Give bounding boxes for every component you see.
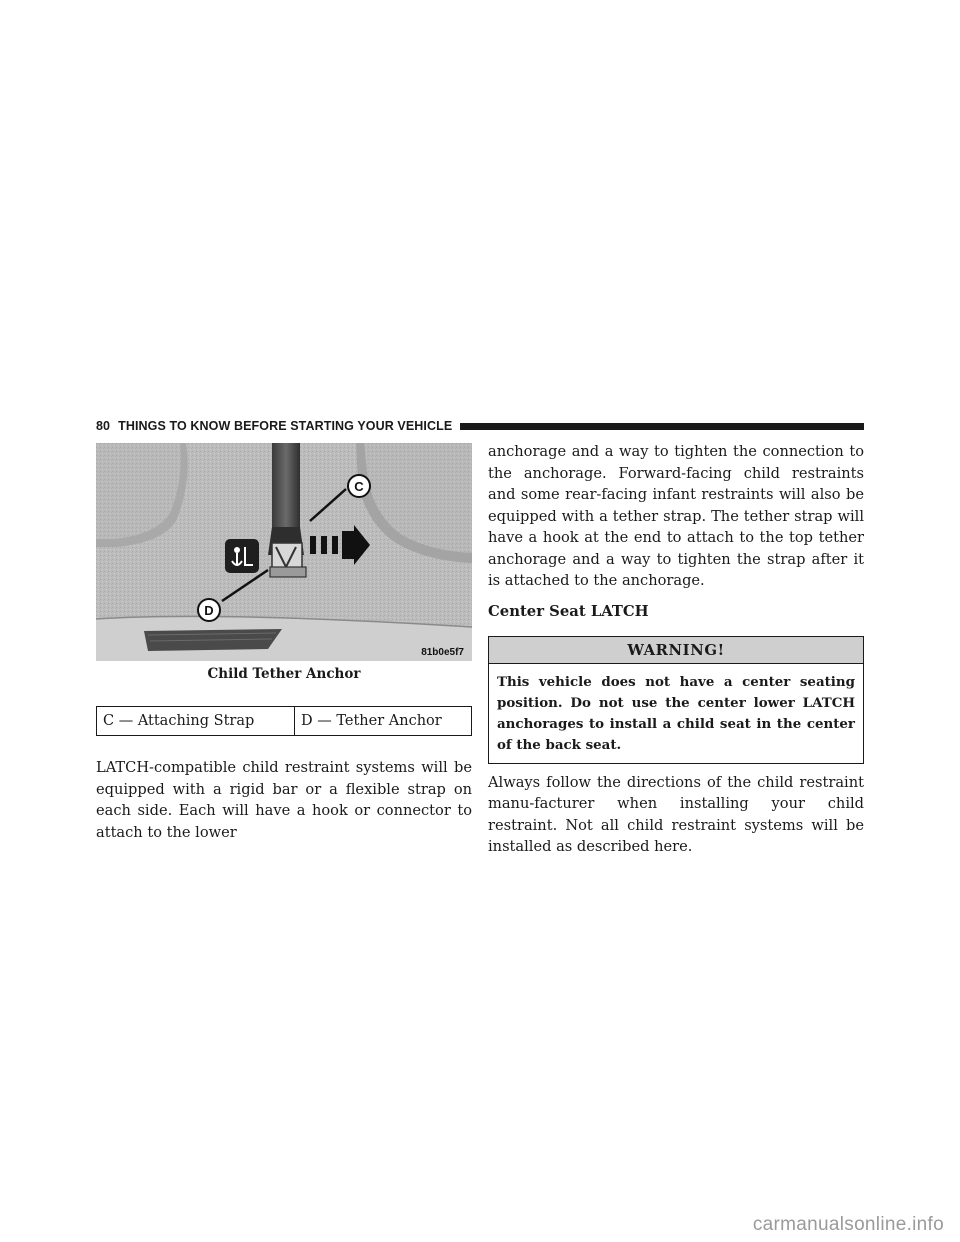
section-heading: Center Seat LATCH xyxy=(488,602,649,620)
image-code: 81b0e5f7 xyxy=(421,647,464,658)
left-column xyxy=(96,443,472,843)
figure-illustration xyxy=(96,443,472,661)
warning-text: This vehicle does not have a center seating position. Do not use the center lower LATCH anchorages to install a child seat in the center of the back seat. xyxy=(497,673,855,753)
chapter-title: THINGS TO KNOW BEFORE STARTING YOUR VEHICLE xyxy=(118,419,453,433)
right-column xyxy=(488,441,864,858)
watermark: carmanualsonline.info xyxy=(752,1214,944,1235)
latch-intro-paragraph: LATCH-compatible child restraint systems will be equipped with a rigid bar or a flexible strap on each side. Each will have a hook or connector to attach to the lower xyxy=(96,759,472,841)
latch-continued-paragraph: anchorage and a way to tighten the connection to the anchorage. Forward-facing child restraints and some rear-facing infant restraints will also be equipped with a tether strap. The tether strap will have a hook at the end to attach to the top tether anchorage and a way to tighten the strap after it is attached to the anchorage. xyxy=(488,443,864,589)
header-rule xyxy=(460,423,864,430)
warning-box xyxy=(488,636,864,764)
legend-cell-d: D — Tether Anchor xyxy=(295,707,472,736)
table-row xyxy=(97,707,472,736)
callout-legend-table xyxy=(96,706,472,736)
running-header xyxy=(96,417,864,435)
follow-directions-paragraph: Always follow the directions of the child restraint manu-facturer when installing your child restraint. Not all child restraint systems will be installed as described here. xyxy=(488,773,864,855)
legend-cell-c: C — Attaching Strap xyxy=(97,707,295,736)
page-number: 80 xyxy=(96,419,111,433)
callout-d: D xyxy=(204,603,214,618)
figure-caption: Child Tether Anchor xyxy=(207,666,361,682)
warning-title: WARNING! xyxy=(489,637,863,664)
child-tether-anchor-figure xyxy=(96,443,472,661)
callout-c: C xyxy=(354,479,364,494)
